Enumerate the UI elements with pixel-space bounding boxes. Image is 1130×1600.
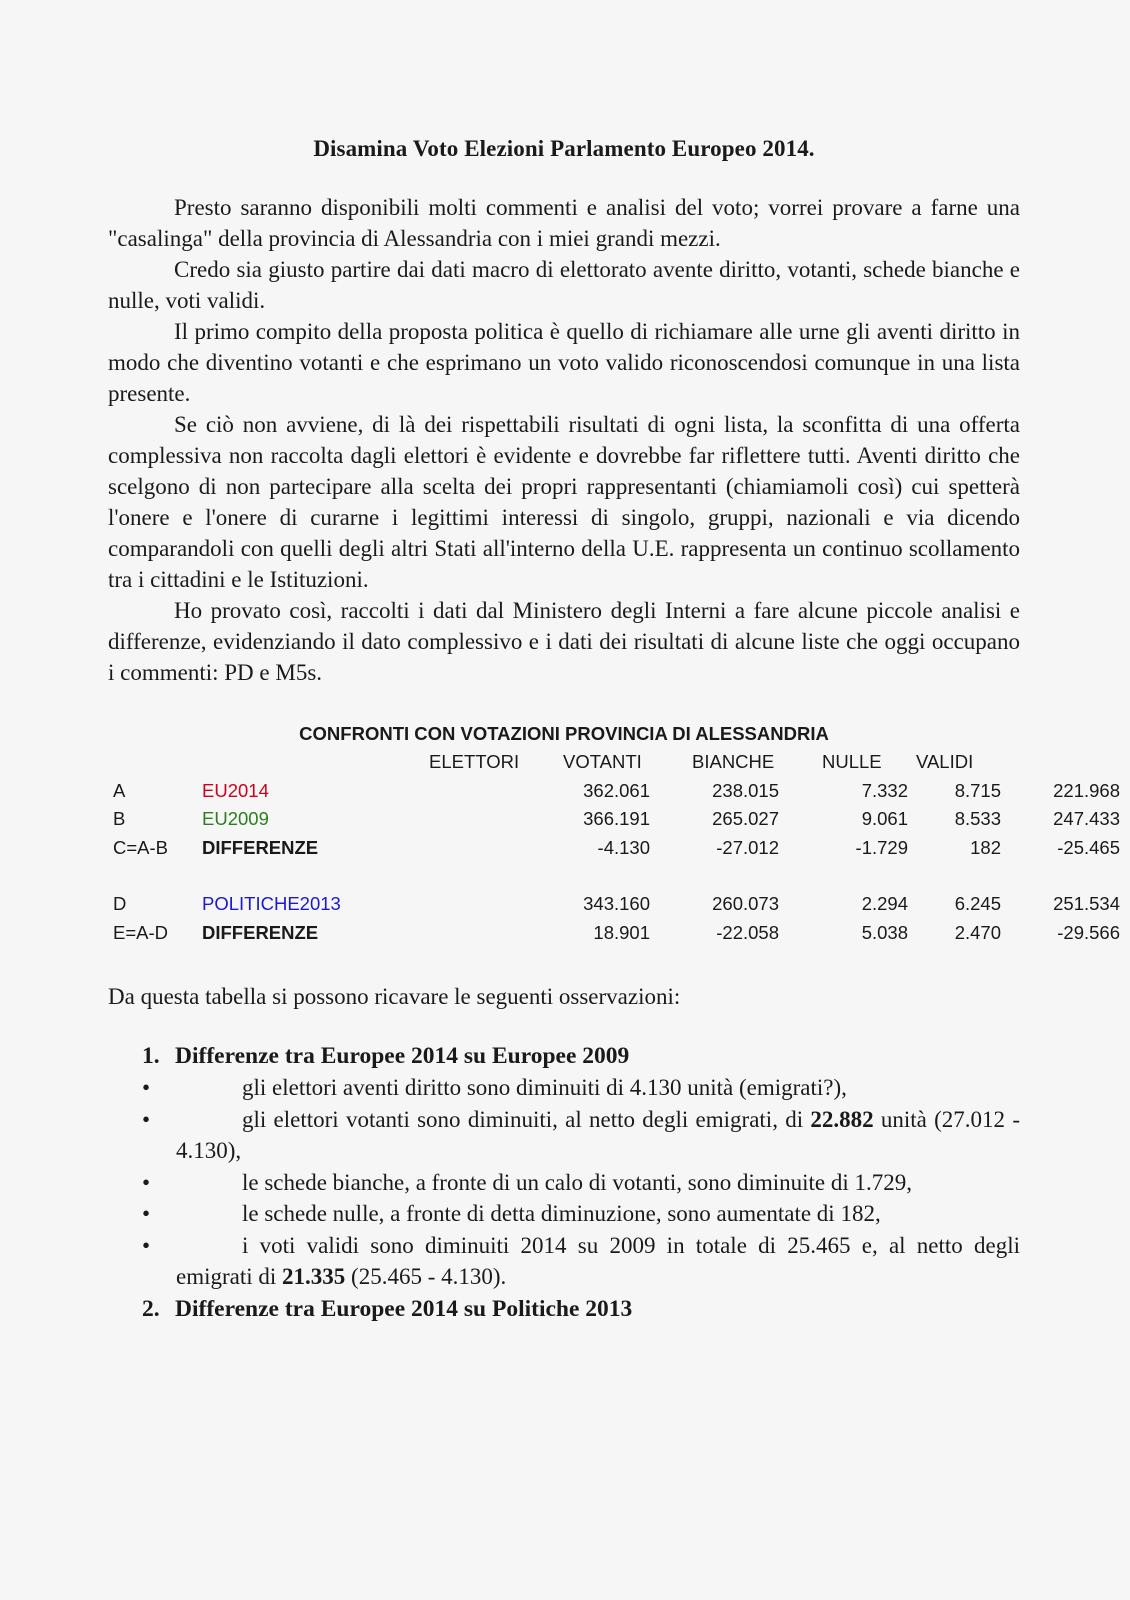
document-title: Disamina Voto Elezioni Parlamento Europeo 2014. bbox=[313, 136, 815, 161]
row-label: DIFFERENZE bbox=[202, 921, 319, 943]
header-validi: VALIDI bbox=[916, 751, 974, 772]
cell-validi: 221.968 bbox=[1053, 779, 1120, 801]
table-row bbox=[108, 777, 1120, 806]
row-label: EU2014 bbox=[202, 779, 269, 801]
bullet-list bbox=[108, 1072, 1020, 1293]
table-row bbox=[108, 890, 1120, 919]
row-code: E=A-D bbox=[113, 921, 169, 943]
cell-votanti: 238.015 bbox=[712, 779, 779, 801]
row-label: POLITICHE2013 bbox=[202, 893, 341, 914]
cell-nulle: 2.470 bbox=[954, 921, 1001, 943]
row-code: C=A-B bbox=[113, 836, 169, 858]
row-code: A bbox=[113, 779, 126, 801]
section-title: Differenze tra Europee 2014 su Europee 2009 bbox=[175, 1043, 630, 1069]
cell-elettori: 343.160 bbox=[583, 893, 650, 914]
header-bianche: BIANCHE bbox=[692, 751, 775, 772]
bullet-text: (25.465 - 4.130). bbox=[345, 1264, 507, 1289]
cell-nulle: 6.245 bbox=[954, 893, 1001, 914]
cell-votanti: -27.012 bbox=[716, 836, 779, 858]
list-item bbox=[108, 1167, 1020, 1199]
cell-votanti: 265.027 bbox=[712, 808, 779, 829]
bullet-bold-value: 22.882 bbox=[810, 1106, 874, 1132]
document-page bbox=[108, 136, 1120, 1325]
paragraph-4: Se ciò non avviene, di là dei rispettabili risultati di ogni lista, la sconfitta di una offerta complessiva non raccolta dagli elettori è evidente e dovrebbe far riflettere tutti. Aventi diritto che scelgono di non partecipare alla scelta dei propri rappresentanti (chiamiamoli così) cui spetterà l'onere e l'onere di curarne i legittimi interessi di singolo, gruppi, nazionali e via dicendo comparandoli con quelli degli altri Stati all'interno della U.E. rappresenta un continuo scollamento tra i cittadini e le Istituzioni. bbox=[108, 412, 1020, 592]
row-code: D bbox=[113, 893, 127, 914]
cell-validi: -29.566 bbox=[1057, 921, 1120, 943]
table-row bbox=[108, 919, 1120, 948]
cell-votanti: -22.058 bbox=[716, 921, 779, 943]
cell-bianche: 9.061 bbox=[861, 808, 908, 829]
bullet-text: le schede bianche, a fronte di un calo di votanti, sono diminuite di 1.729, bbox=[242, 1169, 913, 1195]
bullet-text: gli elettori votanti sono diminuiti, al netto degli emigrati, di bbox=[242, 1106, 811, 1132]
cell-bianche: 5.038 bbox=[861, 921, 908, 943]
header-nulle: NULLE bbox=[822, 751, 882, 772]
paragraph-1: Presto saranno disponibili molti commenti e analisi del voto; vorrei provare a farne una "casalinga" della provincia di Alessandria con i miei grandi mezzi. bbox=[108, 195, 1020, 251]
cell-nulle: 182 bbox=[970, 836, 1001, 858]
list-item bbox=[108, 1072, 1020, 1104]
table-header-row bbox=[108, 748, 1020, 777]
list-item bbox=[108, 1198, 1020, 1230]
bullet-bold-value: 21.335 bbox=[282, 1264, 346, 1289]
cell-elettori: 18.901 bbox=[593, 921, 650, 943]
cell-elettori: -4.130 bbox=[597, 836, 650, 858]
list-item bbox=[108, 1230, 1020, 1293]
bullet-icon: • bbox=[142, 1106, 151, 1132]
table-spacer bbox=[108, 862, 1020, 890]
paragraph-5: Ho provato così, raccolti i dati dal Ministero degli Interni a fare alcune piccole analisi e differenze, evidenziando il dato complessivo e i dati dei risultati di alcune liste che oggi occupano i commenti: PD e M5s. bbox=[108, 598, 1020, 685]
cell-nulle: 8.533 bbox=[954, 808, 1001, 829]
comparison-table bbox=[108, 720, 1120, 947]
section-number: 2. bbox=[142, 1295, 160, 1322]
section-heading-1 bbox=[142, 1040, 1020, 1072]
row-code: B bbox=[113, 808, 126, 829]
bullet-icon: • bbox=[142, 1201, 151, 1226]
row-label: EU2009 bbox=[202, 808, 269, 829]
bullet-text: unità (27.012 - 4.130), bbox=[176, 1106, 1020, 1163]
header-votanti: VOTANTI bbox=[563, 751, 642, 772]
table-row bbox=[108, 805, 1120, 834]
cell-bianche: 2.294 bbox=[861, 893, 908, 914]
header-elettori: ELETTORI bbox=[429, 751, 520, 772]
cell-nulle: 8.715 bbox=[954, 779, 1001, 801]
cell-elettori: 366.191 bbox=[583, 808, 650, 829]
bullet-text: gli elettori aventi diritto sono diminuiti di 4.130 unità (emigrati?), bbox=[242, 1075, 847, 1100]
section-heading-2 bbox=[142, 1293, 1020, 1325]
bullet-text: i voti validi sono diminuiti 2014 su 2009 in totale di 25.465 e, al netto degli emigrati di bbox=[176, 1232, 1020, 1289]
cell-elettori: 362.061 bbox=[583, 779, 650, 801]
list-item bbox=[108, 1104, 1020, 1167]
paragraph-3: Il primo compito della proposta politica è quello di richiamare alle urne gli aventi diritto in modo che diventino votanti e che esprimano un voto valido riconoscendosi comunque in una lista presente. bbox=[108, 319, 1020, 406]
cell-validi: 251.534 bbox=[1053, 893, 1120, 914]
row-label: DIFFERENZE bbox=[202, 836, 319, 858]
section-number: 1. bbox=[142, 1043, 160, 1069]
cell-validi: -25.465 bbox=[1057, 836, 1120, 858]
cell-bianche: -1.729 bbox=[855, 836, 908, 858]
table-title: CONFRONTI CON VOTAZIONI PROVINCIA DI ALESSANDRIA bbox=[299, 723, 829, 744]
bullet-icon: • bbox=[142, 1075, 151, 1100]
bullet-icon: • bbox=[142, 1169, 151, 1195]
cell-bianche: 7.332 bbox=[861, 779, 908, 801]
cell-votanti: 260.073 bbox=[712, 893, 779, 914]
observations-intro: Da questa tabella si possono ricavare le seguenti osservazioni: bbox=[108, 984, 681, 1009]
bullet-icon: • bbox=[142, 1232, 151, 1258]
paragraph-2: Credo sia giusto partire dai dati macro di elettorato avente diritto, votanti, schede bianche e nulle, voti validi. bbox=[108, 257, 1020, 313]
cell-validi: 247.433 bbox=[1053, 808, 1120, 829]
table-row bbox=[108, 834, 1120, 863]
bullet-text: le schede nulle, a fronte di detta diminuzione, sono aumentate di 182, bbox=[242, 1201, 881, 1226]
section-title: Differenze tra Europee 2014 su Politiche 2013 bbox=[175, 1295, 633, 1322]
